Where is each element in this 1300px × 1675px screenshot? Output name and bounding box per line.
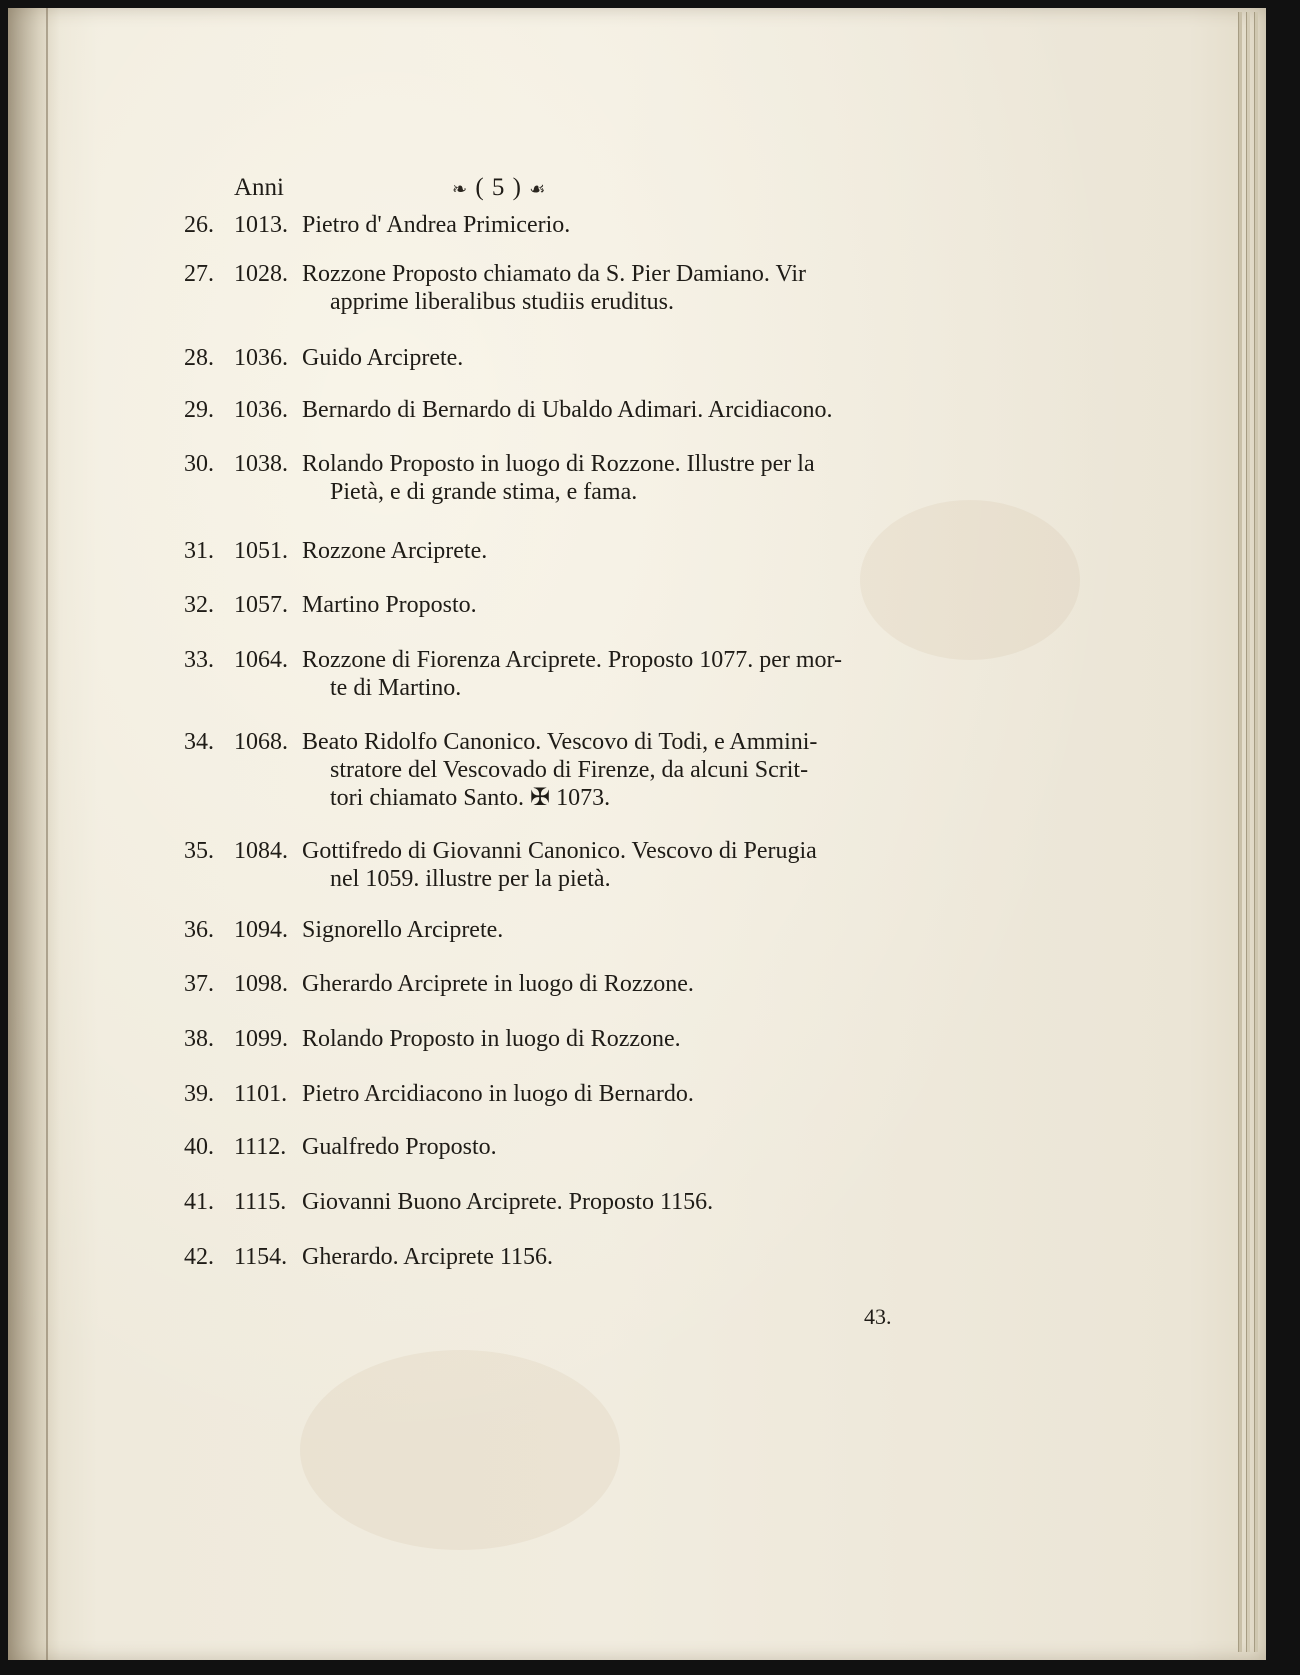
entry-year: 1036. bbox=[234, 397, 288, 423]
entry-line: Rozzone di Fiorenza Arciprete. Proposto 1077. per mor- bbox=[302, 647, 843, 673]
entry-year: 1115. bbox=[234, 1189, 287, 1215]
entry-text: Pietro d' Andrea Primicerio. bbox=[302, 212, 571, 238]
fleuron-right-icon: ☙ bbox=[529, 178, 547, 199]
entry-text bbox=[302, 646, 932, 702]
entry-text bbox=[302, 728, 932, 812]
entry-continuation: stratore del Vescovado di Firenze, da alcuni Scrit- bbox=[330, 757, 809, 783]
entry-year: 1154. bbox=[234, 1244, 288, 1270]
entry-number: 39. bbox=[184, 1081, 214, 1107]
entry-year: 1036. bbox=[234, 345, 288, 371]
entry-continuation: apprime liberalibus studiis eruditus. bbox=[330, 289, 674, 315]
entry-number: 40. bbox=[184, 1134, 214, 1160]
entry-year: 1068. bbox=[234, 729, 288, 755]
entry-line: Gottifredo di Giovanni Canonico. Vescovo di Perugia bbox=[302, 838, 817, 864]
entry-year: 1112. bbox=[234, 1134, 287, 1160]
entry-number: 32. bbox=[184, 592, 214, 618]
entry-text bbox=[302, 450, 932, 506]
entry-number: 29. bbox=[184, 397, 214, 423]
entry-year: 1084. bbox=[234, 838, 288, 864]
column-header-anni: Anni bbox=[234, 174, 284, 201]
entry-line: Beato Ridolfo Canonico. Vescovo di Todi, e Ammini- bbox=[302, 729, 818, 755]
entry-year: 1057. bbox=[234, 592, 288, 618]
entry-number: 38. bbox=[184, 1026, 214, 1052]
entry-number: 34. bbox=[184, 729, 214, 755]
entry-number: 36. bbox=[184, 917, 214, 943]
entry-text: Rolando Proposto in luogo di Rozzone. bbox=[302, 1026, 681, 1052]
entry-number: 27. bbox=[184, 261, 214, 287]
entry-year: 1099. bbox=[234, 1026, 288, 1052]
entry-continuation: te di Martino. bbox=[330, 675, 462, 701]
catchword: 43. bbox=[864, 1304, 892, 1329]
entry-year: 1013. bbox=[234, 212, 288, 238]
entry-number: 41. bbox=[184, 1189, 214, 1215]
entry-number: 37. bbox=[184, 971, 214, 997]
entry-year: 1051. bbox=[234, 538, 288, 564]
entry-continuation: Pietà, e di grande stima, e fama. bbox=[330, 479, 638, 505]
entry-text: Guido Arciprete. bbox=[302, 345, 464, 371]
entry-text: Martino Proposto. bbox=[302, 592, 477, 618]
entry-line: Rolando Proposto in luogo di Rozzone. Illustre per la bbox=[302, 451, 815, 477]
entry-continuation: nel 1059. illustre per la pietà. bbox=[330, 866, 611, 892]
entry-number: 42. bbox=[184, 1244, 214, 1270]
entry-text: Rozzone Arciprete. bbox=[302, 538, 488, 564]
entry-text: Signorello Arciprete. bbox=[302, 917, 504, 943]
entry-text: Bernardo di Bernardo di Ubaldo Adimari. Arcidiacono. bbox=[302, 397, 833, 423]
entry-number: 35. bbox=[184, 838, 214, 864]
fleuron-left-icon: ❧ bbox=[452, 178, 469, 199]
entry-year: 1028. bbox=[234, 261, 288, 287]
entry-year: 1098. bbox=[234, 971, 288, 997]
entry-year: 1101. bbox=[234, 1081, 288, 1107]
entry-number: 31. bbox=[184, 538, 214, 564]
entry-text bbox=[302, 837, 932, 893]
entry-continuation: tori chiamato Santo. ✠ 1073. bbox=[330, 785, 611, 811]
entry-text: Gherardo. Arciprete 1156. bbox=[302, 1244, 554, 1270]
entry-number: 26. bbox=[184, 212, 214, 238]
page-number: ( 5 ) bbox=[475, 174, 522, 201]
entry-number: 33. bbox=[184, 647, 214, 673]
entry-line: Rozzone Proposto chiamato da S. Pier Damiano. Vir bbox=[302, 261, 807, 287]
entry-text: Gherardo Arciprete in luogo di Rozzone. bbox=[302, 971, 694, 997]
entry-text: Gualfredo Proposto. bbox=[302, 1134, 497, 1160]
entry-year: 1038. bbox=[234, 451, 288, 477]
entry-number: 28. bbox=[184, 345, 214, 371]
entry-year: 1064. bbox=[234, 647, 288, 673]
entry-text: Pietro Arcidiacono in luogo di Bernardo. bbox=[302, 1081, 694, 1107]
page-number-header bbox=[452, 174, 546, 202]
entry-year: 1094. bbox=[234, 917, 288, 943]
entry-text bbox=[302, 260, 932, 316]
entry-number: 30. bbox=[184, 451, 214, 477]
entry-text: Giovanni Buono Arciprete. Proposto 1156. bbox=[302, 1189, 714, 1215]
